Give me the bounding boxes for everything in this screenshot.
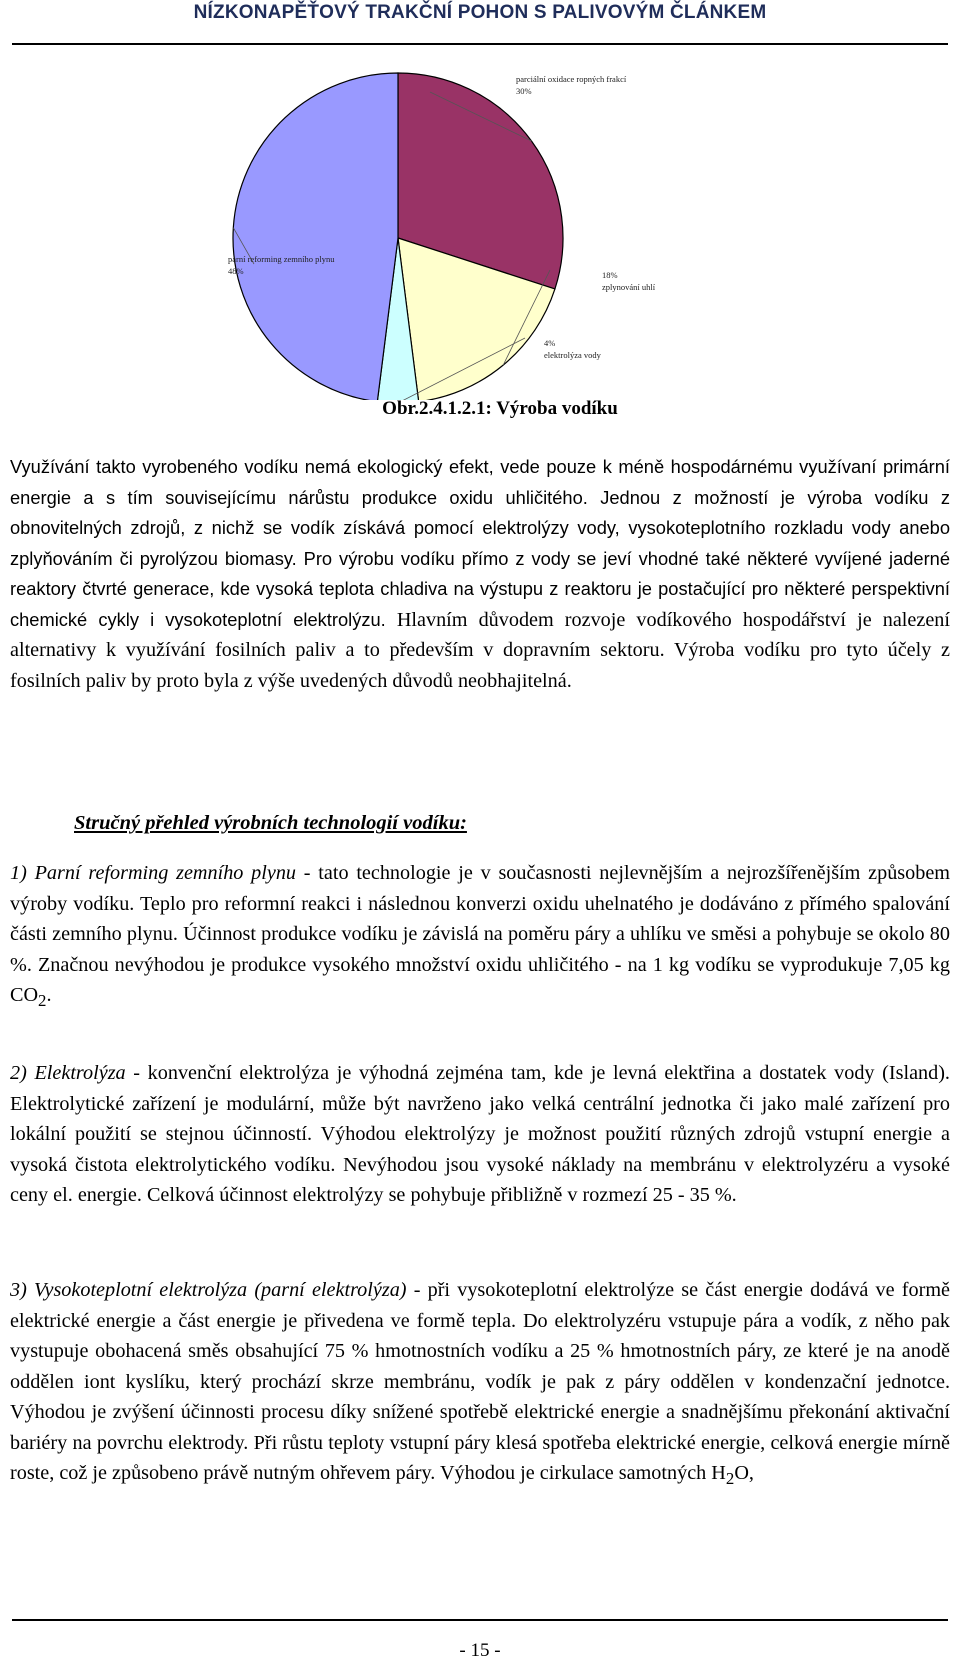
section-heading: Stručný přehled výrobních technologií vodíku: — [74, 812, 467, 834]
pie-chart — [220, 60, 680, 400]
slice-label: zplynování uhlí — [602, 282, 656, 292]
pie-slice — [233, 73, 398, 400]
section-title: 3) Vysokoteplotní elektrolýza (parní elektrolýza) — [10, 1279, 407, 1301]
slice-label: parciální oxidace ropných frakcí — [516, 74, 627, 84]
subscript: 2 — [38, 991, 47, 1011]
section-text: - při vysokoteplotní elektrolýze se část energie dodává ve formě elektrické energie a část energie je přivedena ve formě tepla. Do elektrolyzéru vstupuje pára a vodík, z něho pak vystupuje obohacená směs obsahující 75 % hmotnostních vodíku a 25 % hmotnostních páry, ze které je na anodě oddělen iont kyslíku, který prochází skrze membránu, vodík je pak z páry oddělen v kondenzační jednotce. Výhodou je zvýšení účinnosti procesu díky snížené spotřebě elektrické energie a snadnějšímu překonání aktivační bariéry na povrchu elektrody. Při růstu teploty vstupní páry klesá spotřeba elektrické energie, celková energie mírně roste, což je způsobeno právě nutným ohřevem páry. Výhodou je cirkulace samotných H — [10, 1279, 950, 1484]
subscript: 2 — [725, 1469, 735, 1489]
intro-text-serif: Hlavním důvodem rozvoje vodíkového hospodářství je nalezení alternativy k využívání fosilních paliv a to především v dopravním sektoru. Výroba vodíku pro tyto účely z fosilních paliv by proto byla z výše uvedených důvodů neobhajitelná. — [10, 608, 950, 692]
slice-value-label: 48% — [228, 266, 244, 276]
section-high-temp-electrolysis — [10, 1275, 950, 1495]
section-text: - konvenční elektrolýza je výhodná zejména tam, kde je levná elektřina a dostatek vody (Island). Elektrolytické zařízení je modulární, může být navrženo jako velká centrální jednotka či jako malé zařízení pro lokální použití se stejnou účinností. Výhodou elektrolýzy je možnost použití různých zdrojů vstupní energie a vysoká čistota elektrolytického vodíku. Nevýhodou jsou vysoké náklady na membránu v elektrolyzéru a vysoké ceny el. energie. Celková účinnost elektrolýzy se pohybuje přibližně v rozmezí 25 - 35 %. — [10, 1062, 950, 1206]
intro-text-sans: Využívání takto vyrobeného vodíku nemá ekologický efekt, vede pouze k méně hospodárnému využívaní primární energie a s tím souvisejícímu nárůstu produkce oxidu uhličitého. Jednou z možností je výroba vodíku z obnovitelných zdrojů, z nichž se vodík získává pomocí elektrolýzy vody, vysokoteplotního rozkladu vody anebo zplyňováním či pyrolýzou biomasy. Pro výrobu vodíku přímo z vody se jeví vhodné také některé vyvíjené jaderné reaktory čtvrté generace, kde vysoká teplota chladiva na výstupu z reaktoru je postačující pro některé perspektivní chemické cykly i vysokoteplotní elektrolýzu. — [10, 456, 950, 630]
figure-caption: Obr.2.4.1.2.1: Výroba vodíku — [382, 398, 618, 419]
slice-label: elektrolýza vody — [544, 350, 601, 360]
pie-chart-svg — [220, 60, 680, 400]
footer-rule — [12, 1619, 948, 1621]
intro-paragraph — [10, 452, 950, 696]
section-steam-reforming — [10, 858, 950, 1017]
section-title: 1) Parní reforming zemního plynu — [10, 862, 297, 884]
section-tail: . — [46, 984, 52, 1006]
section-text: - tato technologie je v současnosti nejlevnějším a nejrozšířenějším způsobem výroby vodíku. Teplo pro reformní reakci i následnou konverzi oxidu uhelnatého je dodáváno z přímého spalování části zemního plynu. Účinnost produkce vodíku je závislá na poměru páry a uhlíku ve směsi a pohybuje se okolo 80 %. Značnou nevýhodou je produkce vysokého množství oxidu uhličitého - na 1 kg vodíku se vyprodukuje 7,05 kg CO — [10, 862, 950, 1006]
slice-value-label: 18% — [602, 270, 618, 280]
section-tail: O, — [734, 1462, 754, 1484]
slice-label: parní reforming zemního plynu — [228, 254, 335, 264]
page-number: - 15 - — [459, 1640, 501, 1661]
header-rule — [12, 43, 948, 45]
slice-value-label: 30% — [516, 86, 532, 96]
section-title: 2) Elektrolýza — [10, 1062, 126, 1084]
slice-value-label: 4% — [544, 338, 556, 348]
section-electrolysis — [10, 1058, 950, 1211]
running-header: NÍZKONAPĚŤOVÝ TRAKČNÍ POHON S PALIVOVÝM ČLÁNKEM — [193, 2, 767, 23]
